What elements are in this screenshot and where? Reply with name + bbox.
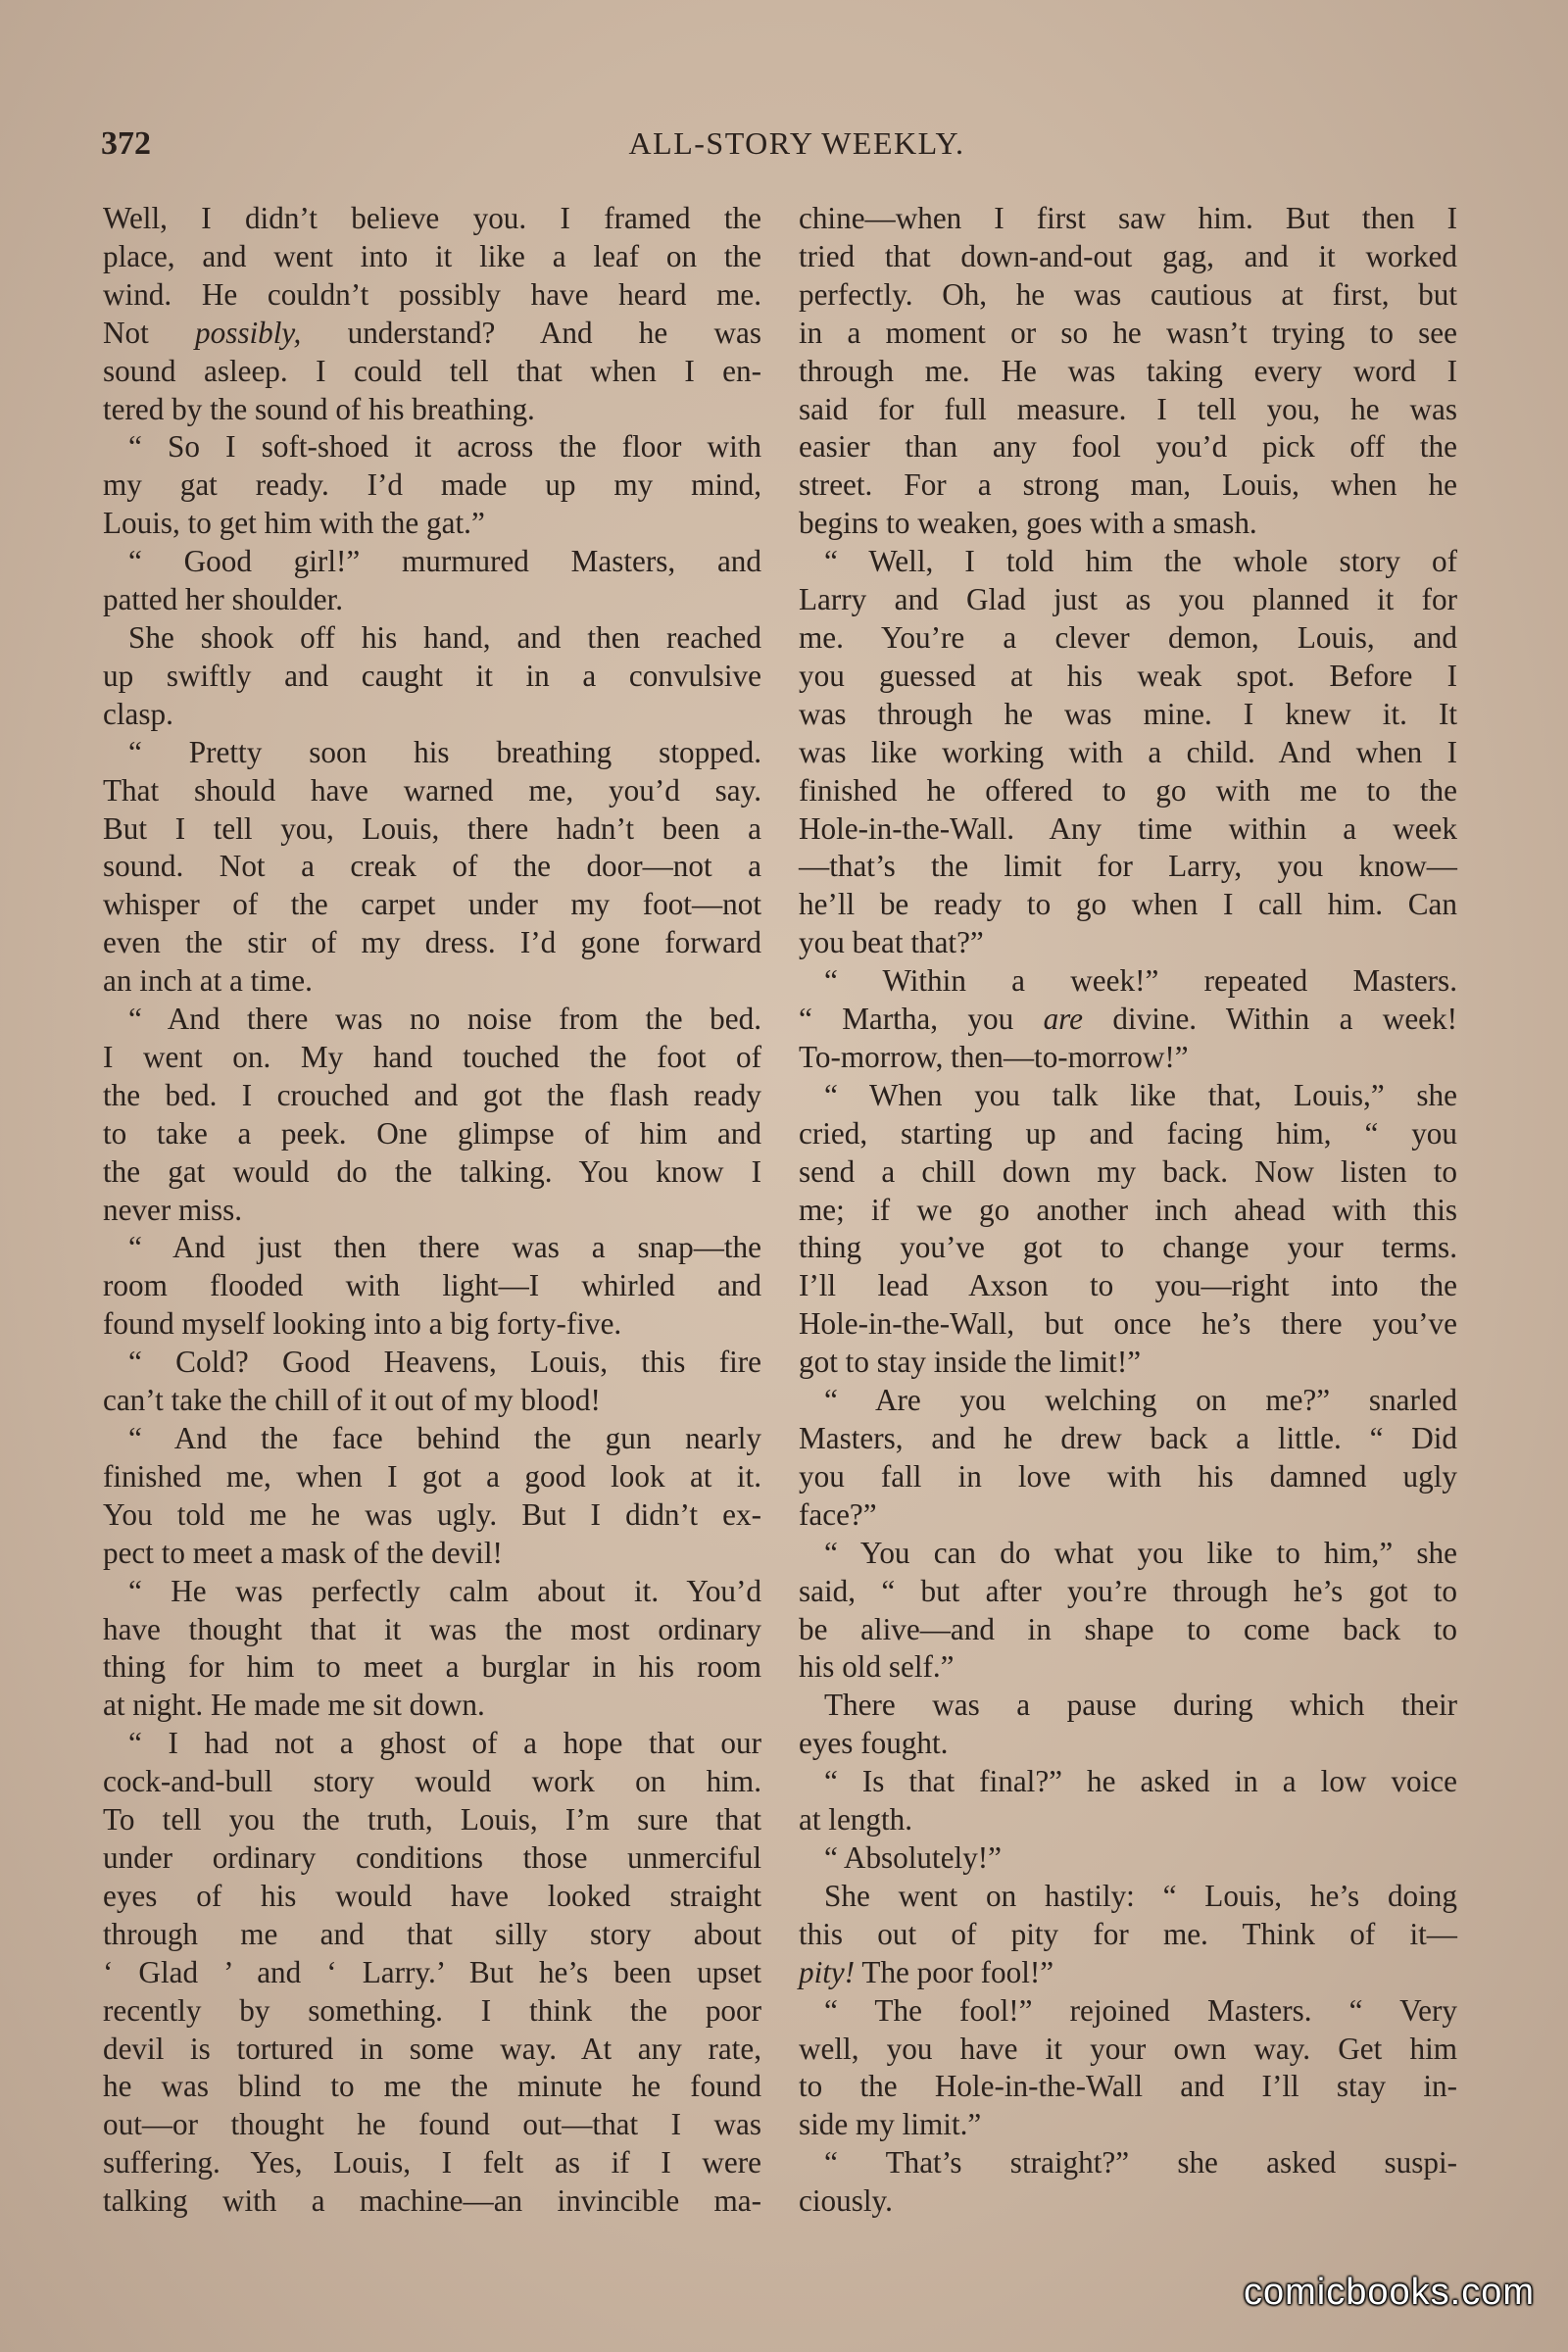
text-line: eyes of his would have looked straight xyxy=(103,1878,761,1913)
text-line: well, you have it your own way. Get him xyxy=(799,2031,1457,2066)
text-line: was like working with a child. And when I xyxy=(799,734,1457,769)
text-line: said, “ but after you’re through he’s got to xyxy=(799,1573,1457,1608)
text-line: ‘ Glad ’ and ‘ Larry.’ But he’s been upset xyxy=(103,1954,761,1989)
text-line: ciously. xyxy=(799,2183,893,2219)
text-line: sound asleep. I could tell that when I en- xyxy=(103,353,761,388)
text-line: street. For a strong man, Louis, when he xyxy=(799,467,1457,503)
text-line: pity! The poor fool!” xyxy=(799,1954,1054,1989)
text-line: “ You can do what you like to him,” she xyxy=(824,1535,1457,1570)
text-line: “ The fool!” rejoined Masters. “ Very xyxy=(824,1992,1457,2028)
text-line: Well, I didn’t believe you. I framed the xyxy=(103,201,761,235)
text-line: Louis, to get him with the gat.” xyxy=(103,506,485,541)
text-line: begins to weaken, goes with a smash. xyxy=(799,506,1257,541)
text-line: “ Good girl!” murmured Masters, and xyxy=(128,544,761,579)
text-line: you guessed at his weak spot. Before I xyxy=(799,658,1457,693)
text-line: out—or thought he found out—that I was xyxy=(103,2107,761,2142)
text-line: got to stay inside the limit!” xyxy=(799,1345,1142,1380)
text-line: in a moment or so he wasn’t trying to see xyxy=(799,315,1457,350)
text-line: my gat ready. I’d made up my mind, xyxy=(103,467,761,503)
text-line: “ Is that final?” he asked in a low voice xyxy=(824,1764,1457,1799)
text-line: side my limit.” xyxy=(799,2107,982,2142)
text-line: She shook off his hand, and then reached xyxy=(128,619,761,655)
text-line: finished he offered to go with me to the xyxy=(799,772,1457,808)
text-line: found myself looking into a big forty-five. xyxy=(103,1306,622,1342)
text-line: tried that down-and-out gag, and it worked xyxy=(799,238,1457,273)
text-line: at length. xyxy=(799,1802,913,1838)
text-line: “ So I soft-shoed it across the floor with xyxy=(128,429,761,465)
text-line: you fall in love with his damned ugly xyxy=(799,1458,1457,1494)
text-line: chine—when I first saw him. But then I xyxy=(799,201,1457,235)
text-line: “ And just then there was a snap—the xyxy=(128,1230,761,1265)
text-line: pect to meet a mask of the devil! xyxy=(103,1535,503,1570)
text-line: But I tell you, Louis, there hadn’t been a xyxy=(103,810,761,846)
text-line: whisper of the carpet under my foot—not xyxy=(103,887,761,922)
text-line: wind. He couldn’t possibly have heard me. xyxy=(103,276,761,312)
watermark: comicbooks.com xyxy=(1244,2272,1535,2313)
text-line: You told me he was ugly. But I didn’t ex- xyxy=(103,1496,761,1532)
text-line: room flooded with light—I whirled and xyxy=(103,1268,761,1303)
text-line: can’t take the chill of it out of my blood! xyxy=(103,1383,601,1418)
text-line: face?” xyxy=(799,1496,877,1532)
text-line: “ Absolutely!” xyxy=(824,1839,1003,1875)
text-line: recently by something. I think the poor xyxy=(103,1992,761,2028)
text-line: up swiftly and caught it in a convulsive xyxy=(103,658,761,693)
text-line: talking with a machine—an invincible ma- xyxy=(103,2183,761,2219)
text-line: sound. Not a creak of the door—not a xyxy=(103,849,761,884)
text-line: through me and that silly story about xyxy=(103,1916,761,1951)
text-line: —that’s the limit for Larry, you know— xyxy=(799,849,1457,884)
text-line: “ That’s straight?” she asked suspi- xyxy=(824,2145,1457,2180)
text-line: cried, starting up and facing him, “ you xyxy=(799,1115,1457,1151)
running-header xyxy=(101,125,1453,174)
text-line: Hole-in-the-Wall. Any time within a week xyxy=(799,810,1457,846)
text-line: be alive—and in shape to come back to xyxy=(799,1611,1457,1646)
text-line: me; if we go another inch ahead with this xyxy=(799,1192,1457,1227)
text-line: thing you’ve got to change your terms. xyxy=(799,1230,1457,1265)
text-line: he was blind to me the minute he found xyxy=(103,2069,761,2104)
text-line: was through he was mine. I knew it. It xyxy=(799,696,1457,731)
text-line: never miss. xyxy=(103,1192,243,1227)
text-line: “ Pretty soon his breathing stopped. xyxy=(128,734,761,769)
text-line: “ Well, I told him the whole story of xyxy=(824,544,1457,579)
text-line: devil is tortured in some way. At any rate, xyxy=(103,2031,761,2066)
text-line: “ When you talk like that, Louis,” she xyxy=(824,1077,1457,1112)
text-line: to the Hole-in-the-Wall and I’ll stay in- xyxy=(799,2069,1457,2104)
text-line: even the stir of my dress. I’d gone forward xyxy=(103,925,761,960)
text-line: “ He was perfectly calm about it. You’d xyxy=(128,1573,761,1608)
text-line: the gat would do the talking. You know I xyxy=(103,1153,761,1189)
text-line: thing for him to meet a burglar in his room xyxy=(103,1649,761,1685)
text-line: you beat that?” xyxy=(799,925,984,960)
text-line: cock-and-bull story would work on him. xyxy=(103,1764,761,1799)
running-title: ALL-STORY WEEKLY. xyxy=(628,125,965,161)
text-line: Masters, and he drew back a little. “ Did xyxy=(799,1421,1457,1455)
text-line: “ Are you welching on me?” snarled xyxy=(824,1383,1457,1418)
text-line: “ And the face behind the gun nearly xyxy=(128,1421,761,1455)
text-line: “ Within a week!” repeated Masters. xyxy=(824,963,1457,999)
text-line: tered by the sound of his breathing. xyxy=(103,391,535,426)
text-line: easier than any fool you’d pick off the xyxy=(799,429,1457,465)
text-line: “ And there was no noise from the bed. xyxy=(128,1002,761,1037)
text-line: this out of pity for me. Think of it— xyxy=(799,1916,1457,1951)
text-line: She went on hastily: “ Louis, he’s doing xyxy=(824,1878,1457,1913)
text-line: place, and went into it like a leaf on the xyxy=(103,238,761,273)
text-line: said for full measure. I tell you, he was xyxy=(799,391,1457,426)
text-line: clasp. xyxy=(103,696,173,731)
text-line: under ordinary conditions those unmerciful xyxy=(103,1839,761,1875)
text-line: I went on. My hand touched the foot of xyxy=(103,1039,761,1074)
text-line: Hole-in-the-Wall, but once he’s there you’ve xyxy=(799,1306,1457,1342)
text-line: patted her shoulder. xyxy=(103,582,344,617)
text-line: perfectly. Oh, he was cautious at first, but xyxy=(799,276,1457,312)
text-line: eyes fought. xyxy=(799,1726,949,1761)
text-line: his old self.” xyxy=(799,1649,955,1685)
text-line: me. You’re a clever demon, Louis, and xyxy=(799,619,1457,655)
text-line: send a chill down my back. Now listen to xyxy=(799,1153,1457,1189)
text-line: Larry and Glad just as you planned it for xyxy=(799,582,1457,617)
text-line: an inch at a time. xyxy=(103,963,313,999)
text-line: he’ll be ready to go when I call him. Can xyxy=(799,887,1457,922)
page-number: 372 xyxy=(101,125,151,162)
text-line: I’ll lead Axson to you—right into the xyxy=(799,1268,1457,1303)
text-line: “ Cold? Good Heavens, Louis, this fire xyxy=(128,1345,761,1380)
text-line: There was a pause during which their xyxy=(824,1688,1457,1723)
text-line: to take a peek. One glimpse of him and xyxy=(103,1115,761,1151)
text-line: Not possibly, understand? And he was xyxy=(103,315,761,350)
text-line: suffering. Yes, Louis, I felt as if I were xyxy=(103,2145,761,2180)
text-line: “ I had not a ghost of a hope that our xyxy=(128,1726,761,1761)
text-line: at night. He made me sit down. xyxy=(103,1688,485,1723)
text-line: “ Martha, you are divine. Within a week! xyxy=(799,1002,1457,1037)
text-line: finished me, when I got a good look at it. xyxy=(103,1458,761,1494)
text-line: That should have warned me, you’d say. xyxy=(103,772,761,808)
text-line: To-morrow, then—to-morrow!” xyxy=(799,1039,1189,1074)
text-line: To tell you the truth, Louis, I’m sure that xyxy=(103,1802,761,1838)
text-line: the bed. I crouched and got the flash ready xyxy=(103,1077,761,1112)
text-line: have thought that it was the most ordinary xyxy=(103,1611,761,1646)
text-line: through me. He was taking every word I xyxy=(799,353,1457,388)
right-text-column xyxy=(799,200,1457,2221)
left-text-column xyxy=(103,200,761,2221)
